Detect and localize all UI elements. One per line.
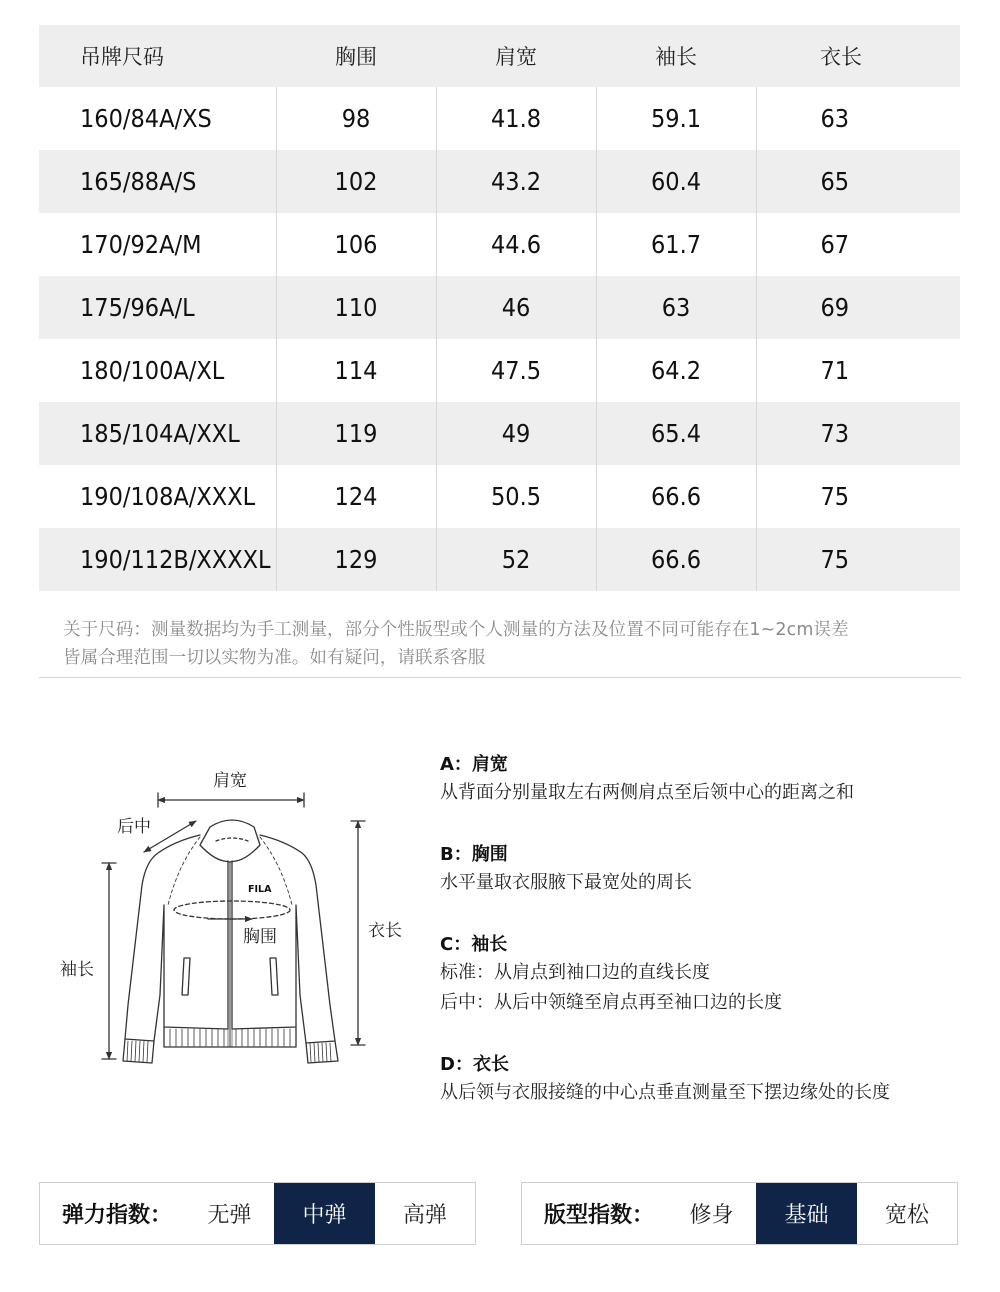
cell-length: 65 <box>756 150 960 213</box>
definition-title: A：肩宽 <box>440 754 508 775</box>
left-pocket <box>182 958 190 995</box>
cell-size: 160/84A/XS <box>80 104 212 133</box>
cell-sleeve: 60.4 <box>596 150 756 213</box>
fit-option-loose: 宽松 <box>884 1203 929 1228</box>
back-center-arrow <box>144 821 196 852</box>
fit-label: 版型指数： <box>544 1203 655 1228</box>
label-chest: 胸围 <box>243 927 277 947</box>
cell-sleeve: 66.6 <box>596 465 756 528</box>
cell-chest: 124 <box>276 465 436 528</box>
fit-option-slim: 修身 <box>689 1203 734 1228</box>
cell-shoulder: 43.2 <box>436 150 596 213</box>
definition-text: 从后领与衣服接缝的中心点垂直测量至下摆边缘处的长度 <box>440 1082 890 1103</box>
cell-length: 67 <box>756 213 960 276</box>
elasticity-index <box>39 1182 476 1245</box>
header-shoulder: 肩宽 <box>436 25 596 87</box>
cell-sleeve: 65.4 <box>596 402 756 465</box>
divider <box>39 677 961 678</box>
cell-length: 75 <box>756 528 960 591</box>
jacket-left-outline <box>125 835 228 1041</box>
header-row <box>39 25 960 87</box>
elasticity-option-high: 高弹 <box>402 1203 447 1228</box>
definition-title: B：胸围 <box>440 844 508 865</box>
table-row <box>39 213 960 276</box>
size-table-body <box>39 87 960 591</box>
table-row <box>39 339 960 402</box>
size-note-line: 皆属合理范围一切以实物为准。如有疑问，请联系客服 <box>63 648 486 668</box>
definition-text: 后中：从后中领缝至肩点再至袖口边的长度 <box>440 992 782 1013</box>
cell-shoulder: 50.5 <box>436 465 596 528</box>
header-tag-size: 吊牌尺码 <box>39 25 276 87</box>
cell-sleeve: 66.6 <box>596 528 756 591</box>
cell-chest: 98 <box>276 87 436 150</box>
cell-chest: 110 <box>276 276 436 339</box>
definition-sleeve <box>440 932 980 1018</box>
cell-sleeve: 61.7 <box>596 213 756 276</box>
header-length: 衣长 <box>756 25 960 87</box>
table-row <box>39 276 960 339</box>
cell-sleeve: 59.1 <box>596 87 756 150</box>
cell-chest: 102 <box>276 150 436 213</box>
table-row <box>39 87 960 150</box>
cell-size: 190/112B/XXXXL <box>39 528 276 591</box>
definition-text: 水平量取衣服腋下最宽处的周长 <box>440 872 692 893</box>
cell-size: 190/108A/XXXL <box>80 482 256 511</box>
table-row <box>39 465 960 528</box>
size-note <box>63 616 963 672</box>
cell-size: 180/100A/XL <box>80 356 225 385</box>
cell-size: 175/96A/L <box>39 276 276 339</box>
header-sleeve: 袖长 <box>596 25 756 87</box>
cell-shoulder: 44.6 <box>436 213 596 276</box>
size-table-header <box>39 25 960 87</box>
table-row <box>39 402 960 465</box>
brand-logo: FILA <box>248 884 272 895</box>
label-shoulder: 肩宽 <box>213 771 247 791</box>
cell-chest: 114 <box>276 339 436 402</box>
definition-length <box>440 1052 980 1108</box>
cell-shoulder: 47.5 <box>436 339 596 402</box>
definition-text: 标准：从肩点到袖口边的直线长度 <box>440 962 710 983</box>
collar-shape <box>200 820 260 862</box>
elasticity-label: 弹力指数： <box>62 1203 173 1228</box>
label-back-center: 后中 <box>117 817 151 837</box>
definition-shoulder <box>440 752 980 808</box>
cell-chest: 106 <box>276 213 436 276</box>
cell-length: 71 <box>756 339 960 402</box>
cell-size: 185/104A/XXL <box>39 402 276 465</box>
cell-length: 69 <box>756 276 960 339</box>
cell-sleeve: 64.2 <box>596 339 756 402</box>
definition-title: D：衣长 <box>440 1054 509 1075</box>
label-sleeve: 袖长 <box>60 960 94 980</box>
cell-size: 165/88A/S <box>39 150 276 213</box>
cell-size: 170/92A/M <box>80 230 202 259</box>
cell-shoulder: 41.8 <box>436 87 596 150</box>
cell-shoulder: 52 <box>436 528 596 591</box>
right-pocket <box>270 958 278 995</box>
header-chest: 胸围 <box>276 25 436 87</box>
cell-length: 63 <box>756 87 960 150</box>
definition-chest <box>440 842 980 898</box>
definition-text: 从背面分别量取左右两侧肩点至后领中心的距离之和 <box>440 782 854 803</box>
table-row <box>39 150 960 213</box>
jacket-measure-diagram <box>50 755 430 1085</box>
table-row <box>39 528 960 591</box>
elasticity-option-none: 无弹 <box>207 1203 252 1228</box>
cell-chest: 119 <box>276 402 436 465</box>
fit-option-regular: 基础 <box>756 1183 857 1244</box>
size-note-line: 关于尺码：测量数据均为手工测量，部分个性版型或个人测量的方法及位置不同可能存在1~2cm误差 <box>63 620 849 640</box>
label-length: 衣长 <box>368 921 402 941</box>
elasticity-option-medium: 中弹 <box>274 1183 375 1244</box>
cell-shoulder: 46 <box>436 276 596 339</box>
size-table <box>39 25 960 591</box>
cell-shoulder: 49 <box>436 402 596 465</box>
cell-sleeve: 63 <box>596 276 756 339</box>
fit-index <box>521 1182 958 1245</box>
cell-length: 75 <box>756 465 960 528</box>
definition-title: C：袖长 <box>440 934 508 955</box>
cell-length: 73 <box>756 402 960 465</box>
cell-chest: 129 <box>276 528 436 591</box>
